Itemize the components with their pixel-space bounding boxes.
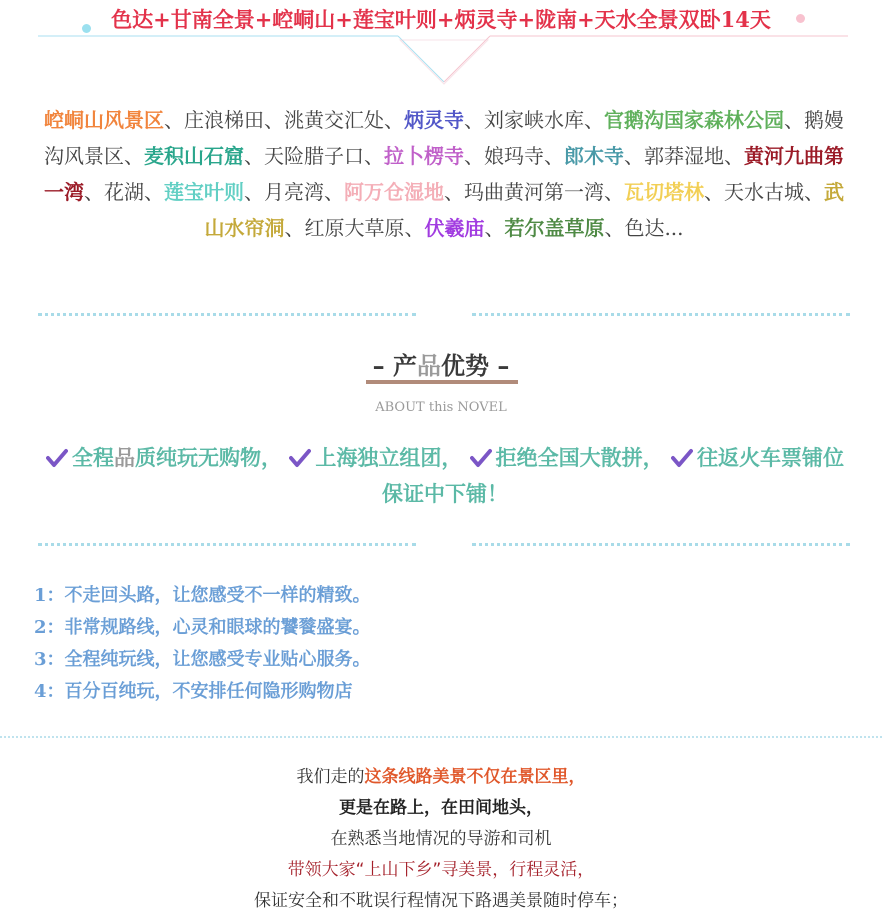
scenic-spot-name: 阿万仓湿地 — [344, 180, 444, 204]
scenic-spot-name: 官鹅沟国家森林公园 — [604, 108, 784, 132]
section-title: – 产品优势 – — [372, 351, 510, 380]
section-subtitle: ABOUT this NOVEL — [375, 400, 507, 415]
story-line: 我们走的 — [296, 767, 365, 787]
story-line: 带领大家“上山下乡”寻美景，行程灵活， — [287, 860, 595, 880]
page-title: 色达+甘南全景+崆峒山+莲宝叶则+炳灵寺+陇南+天水全景双卧14天 — [111, 7, 771, 32]
advantage-text: 往返火车票铺位保证中下铺！ — [382, 445, 844, 506]
advantage-text: 质纯玩无购物， — [135, 445, 283, 470]
check-icon — [289, 448, 311, 468]
scenic-spot-separator: 、月亮湾、 — [244, 180, 344, 204]
scenic-spot-name: 崆峒山风景区 — [44, 108, 164, 132]
scenic-spot-name: 麦积山石窟 — [144, 144, 244, 168]
check-icon — [470, 448, 492, 468]
title-notch-decoration — [0, 30, 882, 90]
scenic-spot-name: 莲宝叶则 — [164, 180, 244, 204]
scenic-spot-separator: 、玛曲黄河第一湾、 — [444, 180, 624, 204]
story-highlight: 这条线路美景不仅在景区里， — [364, 767, 586, 787]
highlight-points — [34, 580, 834, 708]
scenic-spot-separator: 、红原大草原、 — [284, 216, 425, 240]
advantage-text: 全程 — [72, 445, 115, 470]
scenic-spot-separator: 、刘家峡水库、 — [464, 108, 604, 132]
point-item: 2：非常规路线，心灵和眼球的饕餮盛宴。 — [34, 617, 371, 638]
scenic-spot-separator: 、花湖、 — [84, 180, 164, 204]
scenic-spot-separator: 、天水古城、 — [704, 180, 824, 204]
scenic-spot-name: 瓦切塔林 — [624, 180, 704, 204]
check-icon — [46, 448, 68, 468]
story-line: 在熟悉当地情况的导游和司机 — [330, 829, 552, 849]
scenic-spots-paragraph — [38, 102, 850, 246]
scenic-spot-separator: 、色达... — [604, 216, 684, 240]
scenic-spot-separator: 、天险腊子口、 — [244, 144, 384, 168]
scenic-spot-name: 武山水帘洞 — [204, 180, 844, 240]
point-item: 1：不走回头路，让您感受不一样的精致。 — [34, 585, 371, 606]
advantage-item — [289, 445, 462, 470]
scenic-spot-separator: 、庄浪梯田、洮黄交汇处、 — [164, 108, 404, 132]
scenic-spot-name: 郎木寺 — [564, 144, 624, 168]
scenic-spot-name: 拉卜楞寺 — [384, 144, 464, 168]
advantage-item — [470, 445, 664, 470]
advantages-list — [40, 440, 850, 512]
scenic-spot-name: 若尔盖草原 — [504, 216, 605, 240]
scenic-spot-separator: 、 — [484, 216, 505, 240]
advantage-item — [46, 445, 282, 470]
advantage-text: 上海独立组团， — [315, 445, 463, 470]
dotted-divider — [38, 543, 850, 547]
advantage-text: 品 — [114, 445, 136, 470]
point-item: 4：百分百纯玩，不安排任何隐形购物店 — [34, 681, 353, 702]
story-line: 更是在路上，在田间地头， — [339, 798, 543, 818]
check-icon — [671, 448, 693, 468]
scenic-spot-separator: 、鹅嫚沟风景区、 — [44, 108, 844, 168]
scenic-spot-name: 炳灵寺 — [404, 108, 464, 132]
story-paragraph — [0, 762, 882, 917]
scenic-spot-separator: 、郭莽湿地、 — [624, 144, 744, 168]
scenic-spot-name: 黄河九曲第一湾 — [44, 144, 844, 204]
advantage-text: 拒绝全国大散拼， — [495, 445, 664, 470]
point-item: 3：全程纯玩线，让您感受专业贴心服务。 — [34, 649, 371, 670]
section-title-underline — [366, 380, 518, 384]
dotted-divider — [38, 313, 850, 317]
scenic-spot-name: 伏羲庙 — [424, 216, 485, 240]
card-dotted-edge — [0, 736, 882, 746]
scenic-spot-separator: 、娘玛寺、 — [464, 144, 564, 168]
story-line: 保证安全和不耽误行程情况下路遇美景随时停车； — [254, 891, 628, 911]
